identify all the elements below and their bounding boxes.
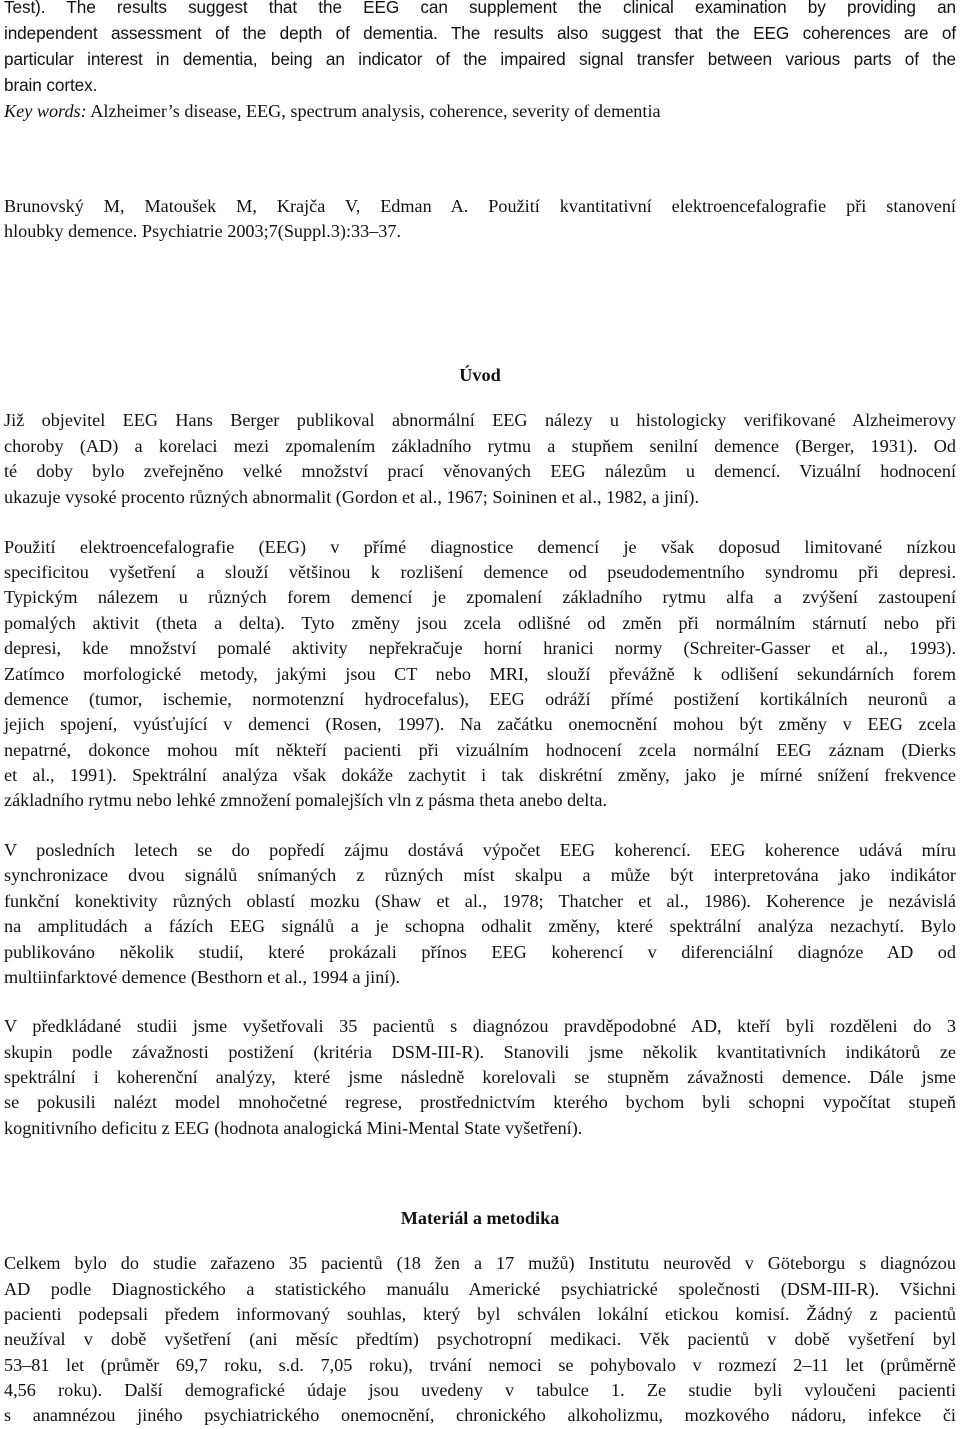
paragraph-line: skupin podle závažnosti postižení (kritéria DSM-III-R). Stanovili jsme několik kvantitativních indikátorů ze <box>4 1042 956 1062</box>
keywords-label: Key words: <box>4 101 87 121</box>
paragraph-line: Celkem bylo do studie zařazeno 35 pacientů (18 žen a 17 mužů) Institutu neurověd v Göteborgu s diagnózou <box>4 1253 956 1273</box>
paragraph-line: spektrální i koherenční analýzy, které jsme následně korelovali se stupněm závažnosti demence. Dále jsme <box>4 1067 956 1087</box>
paragraph-line: specificitou vyšetření a slouží většinou k rozlišení demence od pseudodementního syndromu při depresi. <box>4 562 956 582</box>
paragraph-line: demence (tumor, ischemie, normotenzní hydrocefalus), EEG odráží přímé postižení kortikálních neuronů a <box>4 689 956 709</box>
citation-line: Brunovský M, Matoušek M, Krajča V, Edman A. Použití kvantitativní elektroencefalografie při stanovení <box>4 196 956 216</box>
paragraph-line: synchronizace dvou signálů snímaných z různých míst skalpu a může být interpretována jako indikátor <box>4 865 956 885</box>
paragraph-line: Již objevitel EEG Hans Berger publikoval abnormální EEG nálezy u histologicky verifikované Alzheimerovy <box>4 410 956 430</box>
paragraph-line: Typickým nálezem u různých forem demencí je zpomalení základního rytmu alfa a zvýšení zastoupení <box>4 587 956 607</box>
paragraph-line: té doby bylo zveřejněno velké množství prací věnovaných EEG nálezům u demencí. Vizuální hodnocení <box>4 461 956 481</box>
section-heading-metodika: Materiál a metodika <box>400 1208 560 1228</box>
citation-line: hloubky demence. Psychiatrie 2003;7(Suppl.3):33–37. <box>4 221 402 241</box>
abstract-line: particular interest in dementia, being an indicator of the impaired signal transfer between various parts of the <box>4 49 956 69</box>
paragraph-line: pacienti podepsali předem informovaný souhlas, který byl schválen lokální etickou komisí. Žádný z pacientů <box>4 1304 956 1324</box>
abstract-line: brain cortex. <box>4 75 98 95</box>
paragraph-line: neužíval v době vyšetření (ani měsíc předtím) psychotropní medikaci. Věk pacientů v době vyšetření byl <box>4 1329 956 1349</box>
paragraph-line: choroby (AD) a korelaci mezi zpomalením základního rytmu a stupňem senilní demence (Berger, 1931). Od <box>4 436 956 456</box>
paragraph-line: Použití elektroencefalografie (EEG) v přímé diagnostice demencí je však doposud limitované nízkou <box>4 537 956 557</box>
keywords-text: Alzheimer’s disease, EEG, spectrum analysis, coherence, severity of dementia <box>86 101 661 121</box>
paragraph-line: 53–81 let (průměr 69,7 roku, s.d. 7,05 roku), trvání nemoci se pohybovalo v rozmezí 2–11 let (průměrně <box>4 1355 956 1375</box>
abstract-line: independent assessment of the depth of dementia. The results also suggest that the EEG coherences are of <box>4 23 956 43</box>
paragraph-line: V posledních letech se do popředí zájmu dostává výpočet EEG koherencí. EEG koherence udává míru <box>4 840 956 860</box>
paragraph-line: V předkládané studii jsme vyšetřovali 35 pacientů s diagnózou pravděpodobné AD, kteří byli rozděleni do 3 <box>4 1016 956 1036</box>
paragraph-line: 4,56 roku). Další demografické údaje jsou uvedeny v tabulce 1. Ze studie byli vyloučeni pacienti <box>4 1380 956 1400</box>
paragraph-line: multiinfarktové demence (Besthorn et al., 1994 a jiní). <box>4 967 400 987</box>
paragraph-line: nepatrné, dokonce mohou mít někteří pacienti při vizuálním hodnocení zcela normální EEG záznam (Dierks <box>4 740 956 760</box>
paragraph-line: AD podle Diagnostického a statistického manuálu Americké psychiatrické společnosti (DSM-III-R). Všichni <box>4 1279 956 1299</box>
section-heading-uvod: Úvod <box>459 365 501 385</box>
paragraph-line: kognitivního deficitu z EEG (hodnota analogická Mini-Mental State vyšetření). <box>4 1118 583 1138</box>
abstract-line: Test). The results suggest that the EEG can supplement the clinical examination by providing an <box>4 0 956 17</box>
paragraph-line: na amplitudách a fázích EEG signálů a je schopna odhalit změny, které spektrální analýza nezachytí. Bylo <box>4 916 956 936</box>
paragraph-line: depresi, kde množství pomalé aktivity nepřekračuje horní hranici normy (Schreiter-Gasser et al., 1993). <box>4 638 956 658</box>
paragraph-line: ukazuje vysoké procento různých abnormalit (Gordon et al., 1967; Soininen et al., 1982, a jiní). <box>4 487 699 507</box>
keywords-line <box>4 101 956 122</box>
paragraph-line: publikováno několik studií, které prokázali přínos EEG koherencí v diferenciální diagnóze AD od <box>4 942 956 962</box>
paragraph-line: se pokusili nalézt model mnohočetné regrese, prostřednictvím kterého bychom byli schopni vypočítat stupeň <box>4 1092 956 1112</box>
paragraph-line: pomalých aktivit (theta a delta). Tyto změny jsou zcela odlišné od změn při normálním stárnutí nebo při <box>4 613 956 633</box>
paragraph-line: s anamnézou jiného psychiatrického onemocnění, chronického alkoholizmu, mozkového nádoru, infekce či <box>4 1405 956 1425</box>
paragraph-line: Zatímco morfologické metody, jakými jsou CT nebo MRI, slouží převážně k odlišení sekundárních forem <box>4 664 956 684</box>
paragraph-line: jejich spojení, vyúsťující v demenci (Rosen, 1997). Na začátku onemocnění mohou být změny v EEG zcela <box>4 714 956 734</box>
paragraph-line: et al., 1991). Spektrální analýza však dokáže zachytit i tak diskrétní změny, jako je mírné snížení frekvence <box>4 765 956 785</box>
paragraph-line: funkční konektivity různých oblastí mozku (Shaw et al., 1978; Thatcher et al., 1986). Koherence je nezávislá <box>4 891 956 911</box>
paragraph-line: základního rytmu nebo lehké zmnožení pomalejších vln z pásma theta anebo delta. <box>4 790 608 810</box>
